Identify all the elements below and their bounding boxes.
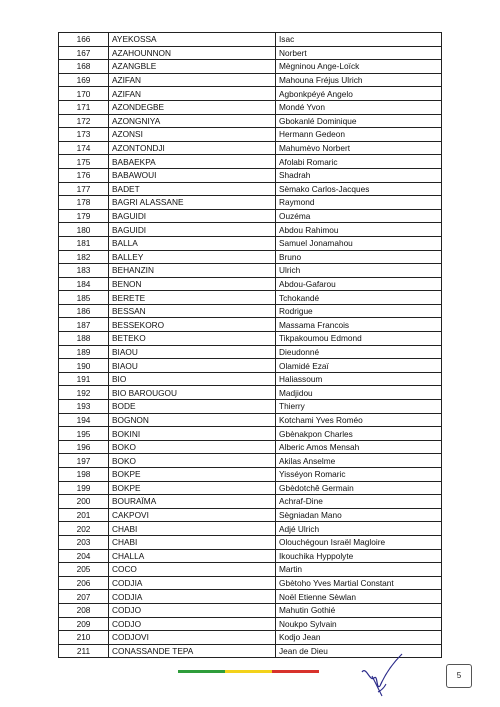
cell-first: Thierry [276,400,442,414]
cell-first: Mahumèvo Norbert [276,141,442,155]
table-row [59,209,442,223]
cell-num: 167 [59,46,109,60]
cell-last: BIO BAROUGOU [109,386,276,400]
table-row [59,100,442,114]
table-row [59,468,442,482]
cell-last: AZIFAN [109,73,276,87]
cell-first: Mahutin Gothié [276,603,442,617]
table-row [59,250,442,264]
cell-first: Massama Francois [276,318,442,332]
table-row [59,427,442,441]
cell-num: 185 [59,291,109,305]
cell-first: Haliassoum [276,372,442,386]
cell-num: 180 [59,223,109,237]
table-row [59,576,442,590]
cell-num: 207 [59,590,109,604]
cell-num: 209 [59,617,109,631]
cell-last: BIAOU [109,359,276,373]
cell-first: Dieudonné [276,345,442,359]
cell-last: AZONDEGBE [109,100,276,114]
cell-num: 187 [59,318,109,332]
cell-last: CHABI [109,535,276,549]
table-row [59,182,442,196]
table-row [59,563,442,577]
cell-num: 195 [59,427,109,441]
cell-first: Raymond [276,196,442,210]
table-row [59,33,442,47]
roster-table [58,32,442,658]
cell-num: 174 [59,141,109,155]
cell-first: Gbokanlé Dominique [276,114,442,128]
cell-first: Afolabi Romaric [276,155,442,169]
cell-first: Akilas Anselme [276,454,442,468]
cell-num: 199 [59,481,109,495]
cell-num: 183 [59,264,109,278]
cell-num: 205 [59,563,109,577]
cell-last: BOKO [109,454,276,468]
cell-first: Noukpo Sylvain [276,617,442,631]
cell-num: 190 [59,359,109,373]
cell-num: 179 [59,209,109,223]
cell-first: Madjidou [276,386,442,400]
table-row [59,535,442,549]
cell-last: AZIFAN [109,87,276,101]
cell-last: AZANGBLE [109,60,276,74]
cell-last: BAGUIDI [109,223,276,237]
cell-first: Jean de Dieu [276,644,442,658]
table-row [59,372,442,386]
roster-sheet [58,32,442,658]
cell-first: Tikpakoumou Edmond [276,332,442,346]
table-row [59,46,442,60]
table-row [59,454,442,468]
cell-last: BIAOU [109,345,276,359]
cell-last: AZONGNIYA [109,114,276,128]
cell-num: 171 [59,100,109,114]
table-row [59,386,442,400]
table-row [59,400,442,414]
cell-num: 184 [59,277,109,291]
cell-first: Gbènakpon Charles [276,427,442,441]
cell-num: 181 [59,236,109,250]
cell-first: Shadrah [276,168,442,182]
table-row [59,128,442,142]
cell-first: Sèmako Carlos-Jacques [276,182,442,196]
cell-num: 194 [59,413,109,427]
cell-num: 176 [59,168,109,182]
cell-last: AZONSI [109,128,276,142]
cell-last: CODJO [109,603,276,617]
cell-first: Rodrigue [276,304,442,318]
table-row [59,549,442,563]
cell-num: 170 [59,87,109,101]
cell-num: 208 [59,603,109,617]
cell-num: 206 [59,576,109,590]
cell-last: BETEKO [109,332,276,346]
table-row [59,223,442,237]
cell-last: CHABI [109,522,276,536]
cell-num: 169 [59,73,109,87]
table-row [59,114,442,128]
cell-last: BABAWOUI [109,168,276,182]
cell-num: 175 [59,155,109,169]
table-row [59,481,442,495]
cell-last: BESSAN [109,304,276,318]
table-row [59,590,442,604]
table-row [59,508,442,522]
flag-stripe-green [178,670,225,673]
cell-num: 188 [59,332,109,346]
cell-num: 197 [59,454,109,468]
cell-last: BEHANZIN [109,264,276,278]
cell-first: Gbètoho Yves Martial Constant [276,576,442,590]
cell-num: 191 [59,372,109,386]
cell-first: Kodjo Jean [276,631,442,645]
table-row [59,603,442,617]
cell-num: 166 [59,33,109,47]
flag-stripe-red [272,670,319,673]
cell-first: Tchokandé [276,291,442,305]
cell-first: Achraf-Dine [276,495,442,509]
cell-first: Olouchégoun Israël Magloire [276,535,442,549]
table-row [59,60,442,74]
cell-last: BOGNON [109,413,276,427]
cell-first: Ikouchika Hyppolyte [276,549,442,563]
cell-last: BIO [109,372,276,386]
cell-last: BOKINI [109,427,276,441]
cell-last: BABAEKPA [109,155,276,169]
cell-num: 186 [59,304,109,318]
table-row [59,332,442,346]
cell-num: 201 [59,508,109,522]
cell-last: COCO [109,563,276,577]
cell-last: BALLA [109,236,276,250]
cell-first: Hermann Gedeon [276,128,442,142]
cell-num: 202 [59,522,109,536]
cell-first: Abdou Rahimou [276,223,442,237]
cell-num: 203 [59,535,109,549]
table-row [59,413,442,427]
cell-num: 198 [59,468,109,482]
cell-last: CHALLA [109,549,276,563]
cell-last: BOKPE [109,481,276,495]
cell-last: AYEKOSSA [109,33,276,47]
cell-last: BERETE [109,291,276,305]
table-row [59,345,442,359]
table-row [59,264,442,278]
cell-first: Olamidé Ezaï [276,359,442,373]
table-row [59,617,442,631]
cell-num: 173 [59,128,109,142]
table-row [59,168,442,182]
table-row [59,196,442,210]
cell-num: 196 [59,440,109,454]
cell-last: CAKPOVI [109,508,276,522]
cell-last: BODE [109,400,276,414]
cell-first: Gbèdotchê Germain [276,481,442,495]
table-row [59,359,442,373]
cell-last: BADET [109,182,276,196]
cell-first: Sègniadan Mano [276,508,442,522]
cell-first: Bruno [276,250,442,264]
cell-num: 210 [59,631,109,645]
cell-last: BESSEKORO [109,318,276,332]
cell-first: Samuel Jonamahou [276,236,442,250]
table-row [59,155,442,169]
cell-last: CODJIA [109,590,276,604]
table-row [59,87,442,101]
cell-last: BOKPE [109,468,276,482]
table-row [59,631,442,645]
cell-num: 204 [59,549,109,563]
cell-num: 189 [59,345,109,359]
cell-num: 200 [59,495,109,509]
cell-last: BOURAÏMA [109,495,276,509]
cell-num: 182 [59,250,109,264]
cell-first: Mègninou Ange-Loïck [276,60,442,74]
table-row [59,236,442,250]
roster-body [59,33,442,658]
cell-last: CONASSANDE TEPA [109,644,276,658]
cell-num: 168 [59,60,109,74]
cell-num: 211 [59,644,109,658]
cell-last: CODJOVI [109,631,276,645]
cell-first: Abdou-Gafarou [276,277,442,291]
cell-last: BOKO [109,440,276,454]
cell-num: 178 [59,196,109,210]
table-row [59,304,442,318]
table-row [59,495,442,509]
cell-last: BAGRI ALASSANE [109,196,276,210]
cell-first: Alberic Amos Mensah [276,440,442,454]
table-row [59,291,442,305]
cell-last: BENON [109,277,276,291]
cell-first: Norbert [276,46,442,60]
flag-stripe-yellow [225,670,272,673]
cell-last: BAGUIDI [109,209,276,223]
cell-num: 177 [59,182,109,196]
cell-num: 192 [59,386,109,400]
cell-first: Adjé Ulrich [276,522,442,536]
table-row [59,318,442,332]
cell-num: 193 [59,400,109,414]
cell-first: Martin [276,563,442,577]
table-row [59,440,442,454]
table-row [59,277,442,291]
handwritten-signature-icon [358,652,404,700]
table-row [59,73,442,87]
cell-last: CODJIA [109,576,276,590]
cell-last: AZAHOUNNON [109,46,276,60]
cell-first: Agbonkpéyé Angelo [276,87,442,101]
cell-last: BALLEY [109,250,276,264]
cell-first: Mondé Yvon [276,100,442,114]
table-row [59,141,442,155]
cell-num: 172 [59,114,109,128]
cell-first: Mahouna Fréjus Ulrich [276,73,442,87]
cell-first: Yisséyon Romaric [276,468,442,482]
table-row [59,522,442,536]
cell-first: Noël Etienne Sèwlan [276,590,442,604]
cell-first: Ouzéma [276,209,442,223]
cell-first: Ulrich [276,264,442,278]
cell-last: AZONTONDJI [109,141,276,155]
page-number: 5 [446,664,472,688]
cell-first: Kotchami Yves Roméo [276,413,442,427]
cell-last: CODJO [109,617,276,631]
cell-first: Isac [276,33,442,47]
